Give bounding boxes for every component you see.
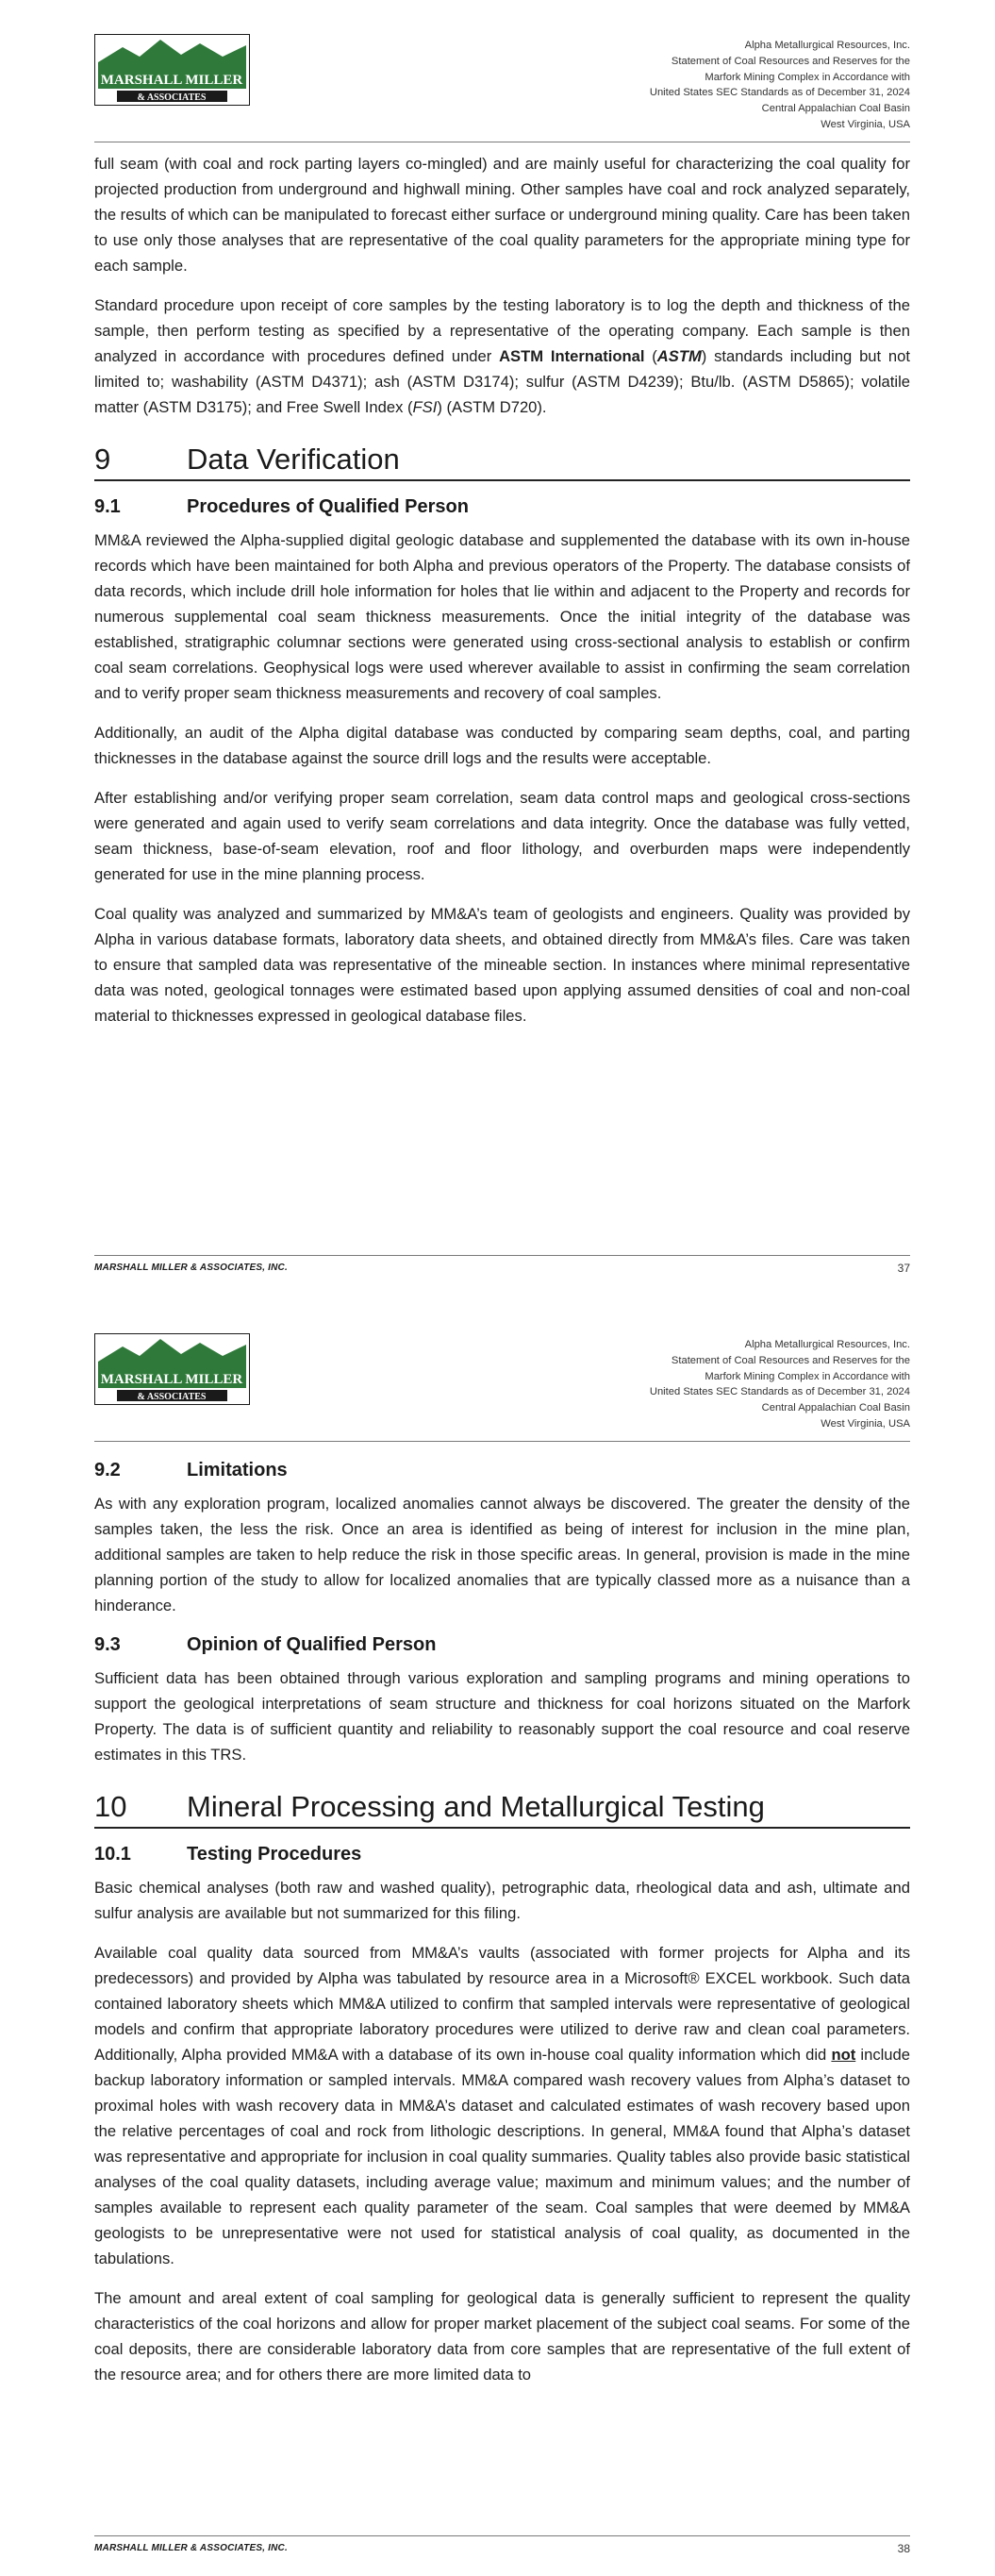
text-run: ) standards including but not limited to; washability (ASTM D4371); ash (ASTM D3174); sulfur (ASTM D4239); Btu/lb. (ASTM D5865); volatile matter (ASTM D3175); and Free Swell Index ( [94, 347, 910, 416]
page-body [94, 151, 910, 1043]
paragraph: As with any exploration program, localized anomalies cannot always be discovered. The greater the density of the samples taken, the less the risk. Once an area is identified as being of interest for inclusion in the mine plan, additional samples are taken to help reduce the risk in those specific areas. In general, provision is made in the mine planning portion of the study to allow for localized anomalies that are typically classed more as a nuisance than a hinderance. [94, 1495, 910, 1614]
text-run-bold-italic: ASTM [656, 347, 702, 365]
subsection-title: Procedures of Qualified Person [187, 496, 469, 517]
subsection-number: 10.1 [94, 1844, 131, 1865]
paragraph [94, 293, 910, 420]
paragraph: MM&A reviewed the Alpha-supplied digital geologic database and supplemented the database with its own in-house records which have been maintained for both Alpha and previous operators of the Property. The database consists of data records, which include drill hole information for holes that lie within and adjacent to the Property and records for numerous supplemental coal seam thickness measurements. Once the initial integrity of the database was established, stratigraphic columnar sections were generated using cross-sectional analysis to establish or confirm coal seam correlations. Geophysical logs were used wherever available to assist in confirming the seam correlation and to verify proper seam thickness measurements and recovery of coal samples. [94, 531, 910, 702]
page-footer [94, 1255, 910, 1293]
section-title: Mineral Processing and Metallurgical Testing [187, 1790, 765, 1823]
text-run: ) (ASTM D720). [437, 398, 547, 416]
logo-text-top: MARSHALL MILLER [100, 73, 243, 88]
paragraph: Basic chemical analyses (both raw and washed quality), petrographic data, rheological data and ash, ultimate and sulfur analysis are available but not summarized for this filing. [94, 1879, 910, 1922]
section-heading-9 [94, 443, 910, 481]
logo-text-bottom: & ASSOCIATES [137, 92, 207, 103]
header-line: West Virginia, USA [821, 118, 910, 130]
footer-firm-name: MARSHALL MILLER & ASSOCIATES, INC. [94, 2543, 288, 2553]
subsection-heading-9-1 [94, 494, 910, 520]
subsection-heading-9-3 [94, 1632, 910, 1658]
header-line: Marfork Mining Complex in Accordance with [705, 1370, 910, 1382]
header-line: United States SEC Standards as of December 31, 2024 [649, 1386, 910, 1398]
header-line: Central Appalachian Coal Basin [761, 103, 910, 115]
subsection-number: 9.3 [94, 1634, 121, 1655]
subsection-heading-10-1 [94, 1842, 910, 1867]
text-run: Standard procedure upon receipt of core samples by the testing laboratory is to log the depth and thickness of the sample, then perform testing as specified by a representative of the operating company. Each sample is then analyzed in accordance with procedures defined under [94, 296, 910, 365]
paragraph: After establishing and/or verifying proper seam correlation, seam data control maps and geological cross-sections were generated and again used to verify seam correlations and data integrity. Once the database was fully vetted, seam thickness, base-of-seam elevation, roof and floor lithology, and overburden maps were independently generated for use in the mine planning process. [94, 789, 910, 883]
paragraph: Coal quality was analyzed and summarized by MM&A’s team of geologists and engineers. Quality was provided by Alpha in various database formats, laboratory data sheets, and obtained directly from MM&A’s files. Care was taken to ensure that sampled data was representative of the mineable section. In instances where minimal representative data was noted, geological tonnages were estimated based upon applying assumed densities of coal and non-coal material to thicknesses expressed in geological database files. [94, 905, 910, 1025]
header-line: Statement of Coal Resources and Reserves for the [671, 1354, 910, 1366]
page-footer [94, 2535, 910, 2573]
section-number: 10 [94, 1790, 127, 1823]
mma-logo [94, 34, 250, 106]
text-run: Available coal quality data sourced from MM&A’s vaults (associated with former projects for Alpha and its predecessors) and provided by Alpha was tabulated by resource area in a Microsoft® EXCEL workbook. Such data contained laboratory sheets which MM&A utilized to confirm that sampled intervals were representative of geological models and confirm that appropriate laboratory procedures were utilized to derive raw and clean coal parameters. Additionally, Alpha provided MM&A with a database of its own in-house coal quality information which did [94, 1944, 910, 2064]
subsection-number: 9.1 [94, 496, 121, 517]
paragraph: The amount and areal extent of coal sampling for geological data is generally sufficient to represent the quality characteristics of the coal horizons and allow for proper market placement of the subject coal seams. For some of the coal deposits, there are considerable laboratory data from core samples that are representative of the full extent of the resource area; and for others there are more limited data to [94, 2289, 910, 2384]
header-line: Central Appalachian Coal Basin [761, 1402, 910, 1414]
document-page-38 [0, 1307, 995, 2576]
page-header [94, 1326, 910, 1439]
paragraph: Sufficient data has been obtained through various exploration and sampling programs and mining operations to support the geological interpretations of seam structure and thickness for coal horizons situated on the Marfork Property. The data is of sufficient quantity and reliability to reasonably support the coal resource and coal reserve estimates in this TRS. [94, 1669, 910, 1764]
header-line: Alpha Metallurgical Resources, Inc. [744, 1339, 910, 1350]
text-run: include backup laboratory information or sampled intervals. MM&A compared wash recovery values from Alpha’s dataset to proximal holes with wash recovery data in MM&A’s dataset and calculated estimates of wash recovery based upon the relative percentages of coal and rock from lithologic descriptions. In general, MM&A found that Alpha’s dataset was representative and appropriate for inclusion in coal quality summaries. Quality tables also provide basic statistical analyses of the coal quality datasets, including average value; maximum and minimum values; and the number of samples available to represent each quality parameter of the seam. Coal samples that were deemed by MM&A geologists to be unrepresentative were not used for statistical analysis of coal quality, as documented in the tabulations. [94, 2046, 910, 2267]
header-line: West Virginia, USA [821, 1417, 910, 1430]
header-line: Alpha Metallurgical Resources, Inc. [744, 40, 910, 51]
text-run-bold: ASTM International [499, 347, 645, 365]
text-run-italic: FSI [412, 398, 438, 416]
footer-firm-name: MARSHALL MILLER & ASSOCIATES, INC. [94, 1263, 288, 1273]
header-line: United States SEC Standards as of December 31, 2024 [649, 87, 910, 99]
paragraph: Additionally, an audit of the Alpha digital database was conducted by comparing seam depths, coal, and parting thicknesses in the database against the source drill logs and the results were acceptable. [94, 724, 910, 767]
subsection-number: 9.2 [94, 1460, 121, 1480]
header-divider [94, 1441, 910, 1442]
section-title: Data Verification [187, 443, 400, 476]
footer-divider [94, 2535, 910, 2536]
paragraph: full seam (with coal and rock parting layers co-mingled) and are mainly useful for characterizing the coal quality for projected production from underground and highwall mining. Other samples have coal and rock analyzed separately, the results of which can be manipulated to forecast either surface or underground mining quality. Care has been taken to use only those analyses that are representative of the coal quality parameters for the appropriate mining type for each sample. [94, 155, 910, 275]
section-heading-10 [94, 1790, 910, 1829]
paragraph [94, 1940, 910, 2271]
header-text [650, 1337, 910, 1432]
subsection-title: Limitations [187, 1460, 288, 1480]
page-header [94, 26, 910, 140]
logo-text-top: MARSHALL MILLER [100, 1372, 243, 1387]
subsection-heading-9-2 [94, 1458, 910, 1483]
mma-logo [94, 1333, 250, 1405]
logo-text-bottom: & ASSOCIATES [137, 1392, 207, 1402]
page-number: 38 [897, 2542, 910, 2555]
text-run-bold-underline: not [831, 2046, 856, 2064]
section-number: 9 [94, 443, 111, 476]
page-number: 37 [897, 1262, 910, 1275]
text-run: ( [644, 347, 657, 365]
header-text [650, 38, 910, 133]
page-body [94, 1448, 910, 2401]
footer-divider [94, 1255, 910, 1256]
subsection-title: Testing Procedures [187, 1844, 362, 1865]
subsection-title: Opinion of Qualified Person [187, 1634, 437, 1655]
header-line: Marfork Mining Complex in Accordance with [705, 71, 910, 83]
header-line: Statement of Coal Resources and Reserves for the [671, 55, 910, 67]
